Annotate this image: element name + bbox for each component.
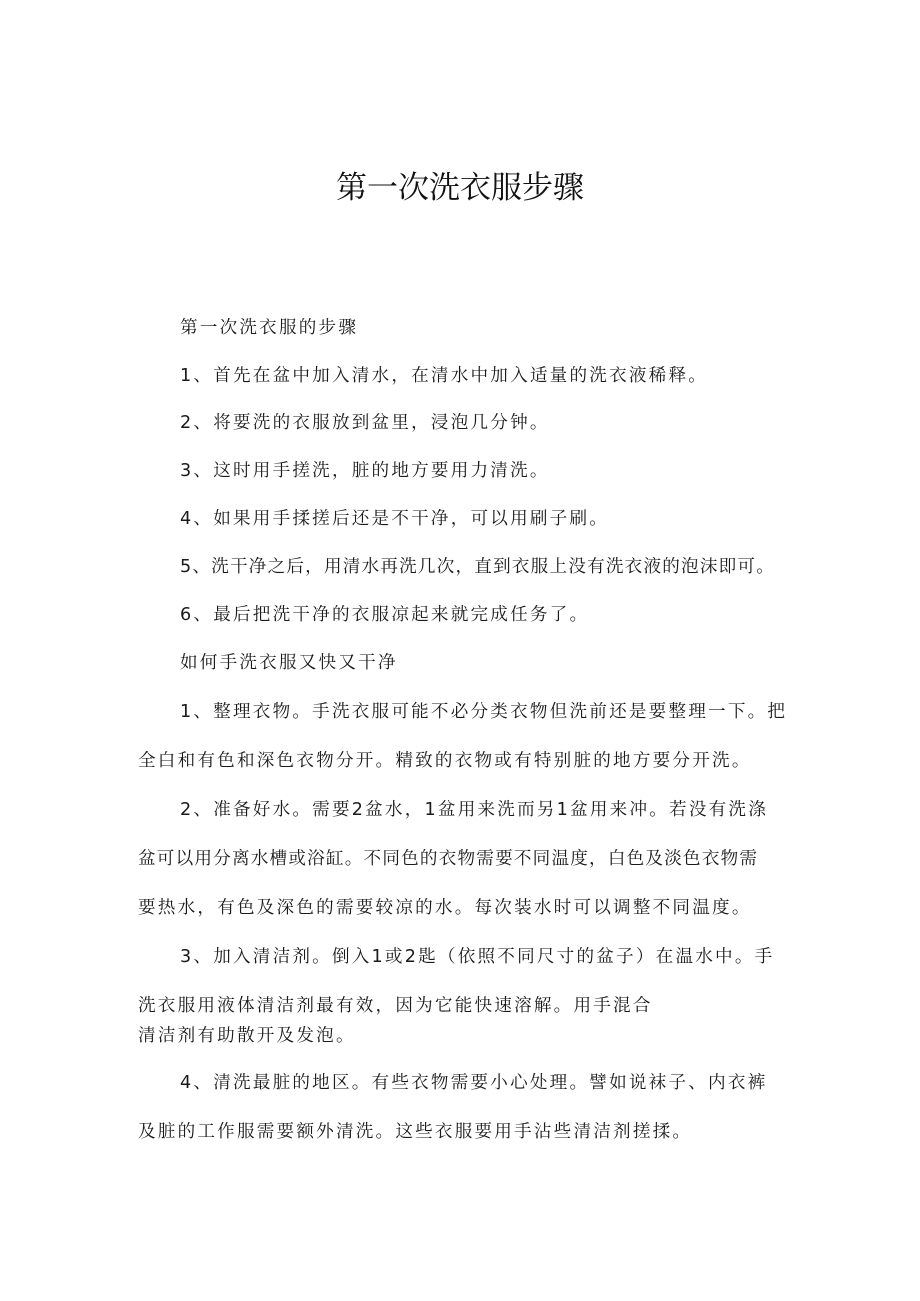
paragraph-line: 清洁剂有助散开及发泡。: [138, 1026, 356, 1046]
step-item: 2、将要洗的衣服放到盆里，浸泡几分钟。: [180, 413, 550, 433]
paragraph-line: 盆可以用分离水槽或浴缸。不同色的衣物需要不同温度，白色及淡色衣物需: [138, 849, 759, 869]
step-item: 6、最后把洗干净的衣服凉起来就完成任务了。: [180, 605, 590, 625]
paragraph-line: 全白和有色和深色衣物分开。精致的衣物或有特别脏的地方要分开洗。: [138, 751, 752, 771]
section-heading-tips: 如何手洗衣服又快又干净: [180, 653, 398, 673]
step-item: 1、首先在盆中加入清水，在清水中加入适量的洗衣液稀释。: [180, 366, 709, 386]
step-item: 5、洗干净之后，用清水再洗几次，直到衣服上没有洗衣液的泡沫即可。: [180, 557, 776, 577]
section-heading-steps: 第一次洗衣服的步骤: [180, 318, 359, 338]
document-title: 第一次洗衣服步骤: [336, 170, 584, 206]
paragraph-line: 3、加入清洁剂。倒入1或2匙（依照不同尺寸的盆子）在温水中。手: [180, 947, 775, 967]
paragraph-line: 1、整理衣物。手洗衣服可能不必分类衣物但洗前还是要整理一下。把: [180, 702, 788, 722]
paragraph-line: 4、清洗最脏的地区。有些衣物需要小心处理。譬如说袜子、内衣裤: [180, 1073, 768, 1093]
step-item: 3、这时用手搓洗，脏的地方要用力清洗。: [180, 461, 550, 481]
paragraph-line: 及脏的工作服需要额外清洗。这些衣服要用手沾些清洁剂搓揉。: [138, 1122, 693, 1142]
step-item: 4、如果用手揉搓后还是不干净，可以用刷子刷。: [180, 509, 610, 529]
paragraph-line: 要热水，有色及深色的需要较凉的水。每次装水时可以调整不同温度。: [138, 898, 752, 918]
paragraph-line: 洗衣服用液体清洁剂最有效，因为它能快速溶解。用手混合: [138, 996, 653, 1016]
paragraph-line: 2、准备好水。需要2盆水，1盆用来洗而另1盆用来冲。若没有洗涤: [180, 800, 769, 820]
